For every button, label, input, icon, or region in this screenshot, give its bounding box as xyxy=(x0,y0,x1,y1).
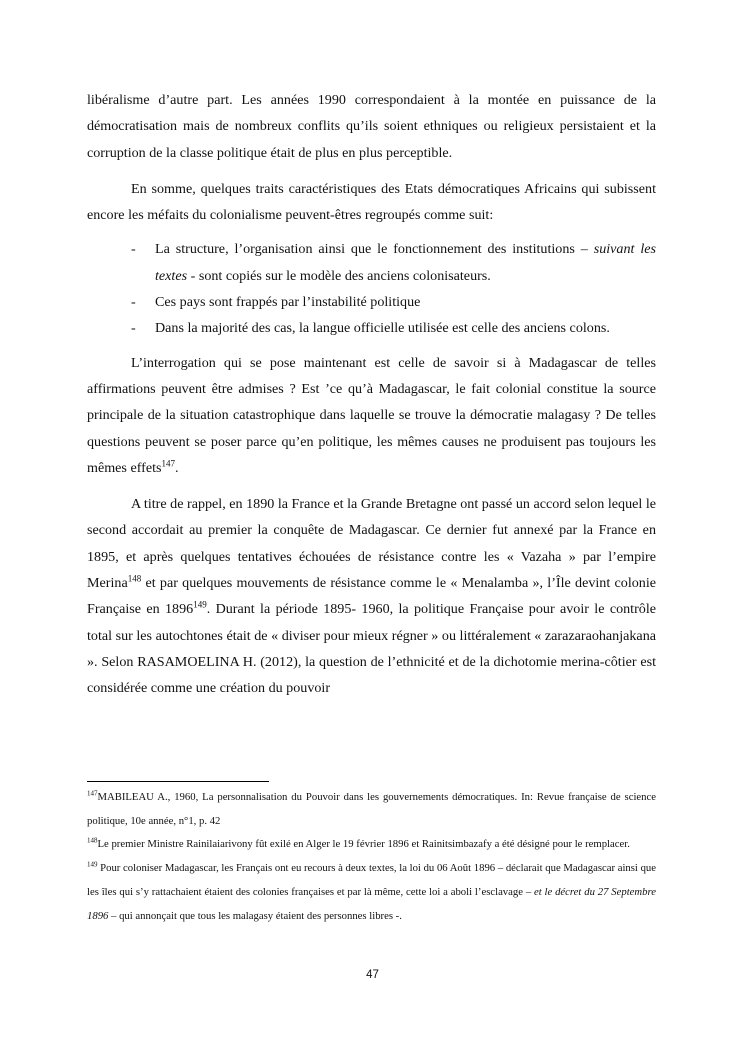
footnote-text: Pour coloniser Madagascar, les Français ont eu recours à deux textes, la loi du 06 Août 1896 – déclarait que Madagascar ainsi que les îles qui s’y rattachaient étaient des colonies françaises et par là même, cette loi a aboli l’esclavage – xyxy=(87,862,656,898)
list-item-text: - sont copiés sur le modèle des anciens colonisateurs. xyxy=(187,267,491,284)
list-item-emphasis: suivant les textes xyxy=(155,241,656,284)
footnote-text: MABILEAU A., 1960, La personnalisation du Pouvoir dans les gouvernements démocratiques. In: Revue française de science politique, 10e année, n°1, p. 42 xyxy=(87,791,656,827)
footnote-number: 148 xyxy=(87,836,98,845)
footnote-149 xyxy=(87,857,656,928)
footnote-separator xyxy=(87,781,269,782)
footnote-number: 149 xyxy=(87,860,98,869)
footnote-text: Le premier Ministre Rainilaiarivony fût exilé en Alger le 19 février 1896 et Rainitsimbazafy a été désigné pour le remplacer. xyxy=(97,838,630,851)
paragraph-4-text: et par quelques mouvements de résistance comme le « Menalamba », l’Île devint colonie Française en 1896 xyxy=(87,575,656,618)
paragraph-1: libéralisme d’autre part. Les années 1990 correspondaient à la montée en puissance de la démocratisation mais de nombreux conflits qu’ils soient ethniques ou religieux persistaient et la corruption de la classe politique était de plus en plus perceptible. xyxy=(87,92,656,161)
list-item-text: La structure, l’organisation ainsi que le fonctionnement des institutions – xyxy=(155,241,594,258)
list-dash: - xyxy=(131,241,136,258)
main-text xyxy=(87,87,656,702)
footnote-ref-149: 149 xyxy=(193,599,207,610)
list-dash: - xyxy=(131,294,136,311)
list-dash: - xyxy=(131,320,136,337)
footnote-text: – qui annonçait que tous les malagasy étaient des personnes libres -. xyxy=(108,909,402,922)
paragraph-4 xyxy=(87,491,656,701)
paragraph-3-text: L’interrogation qui se pose maintenant est celle de savoir si à Madagascar de telles affirmations peuvent être admises ? Est ’ce qu’à Madagascar, le fait colonial constitue la source principale de la situation catastrophique dans laquelle se trouve la démocratie malagasy ? De telles questions peuvent se poser parce qu’en politique, les mêmes causes ne produisent pas toujours les mêmes effets xyxy=(87,354,656,476)
footnote-ref-148: 148 xyxy=(127,573,142,584)
list-item xyxy=(87,289,656,315)
paragraph-4-text: A titre de rappel, en 1890 la France et la Grande Bretagne ont passé un accord selon lequel le second accordait au premier la conquête de Madagascar. Ce dernier fut annexé par la France en 1895, et après quelques tentatives échouées de résistance contre les « Vazaha » par l’empire Merina xyxy=(87,496,656,592)
list-item xyxy=(87,236,656,289)
paragraph-4-text: . Durant la période 1895- 1960, la politique Française pour avoir le contrôle total sur les autochtones était de « diviser pour mieux régner » ou littéralement « zarazaraohanjakana ». Selon RASAMOELINA H. (2012), la question de l’ethnicité et de la dichotomie merina-côtier est considérée comme une création du pouvoir xyxy=(87,601,656,697)
footnote-number: 147 xyxy=(87,789,98,798)
footnote-ref-147: 147 xyxy=(161,458,175,469)
list-item-text: Dans la majorité des cas, la langue officielle utilisée est celle des anciens colons. xyxy=(155,320,610,337)
footnote-emphasis: et le décret du 27 Septembre 1896 xyxy=(87,885,656,922)
page-number: 47 xyxy=(366,969,379,981)
traits-list xyxy=(87,236,656,341)
paragraph-2: En somme, quelques traits caractéristiques des Etats démocratiques Africains qui subissent encore les méfaits du colonialisme peuvent-êtres regroupés comme suit: xyxy=(87,180,656,224)
list-item xyxy=(87,315,656,341)
list-item-text: Ces pays sont frappés par l’instabilité politique xyxy=(155,294,421,311)
paragraph-3-end: . xyxy=(175,459,179,476)
footnote-147 xyxy=(87,786,656,833)
footnotes xyxy=(87,786,656,928)
footnote-148 xyxy=(87,833,656,857)
paragraph-3 xyxy=(87,350,656,481)
